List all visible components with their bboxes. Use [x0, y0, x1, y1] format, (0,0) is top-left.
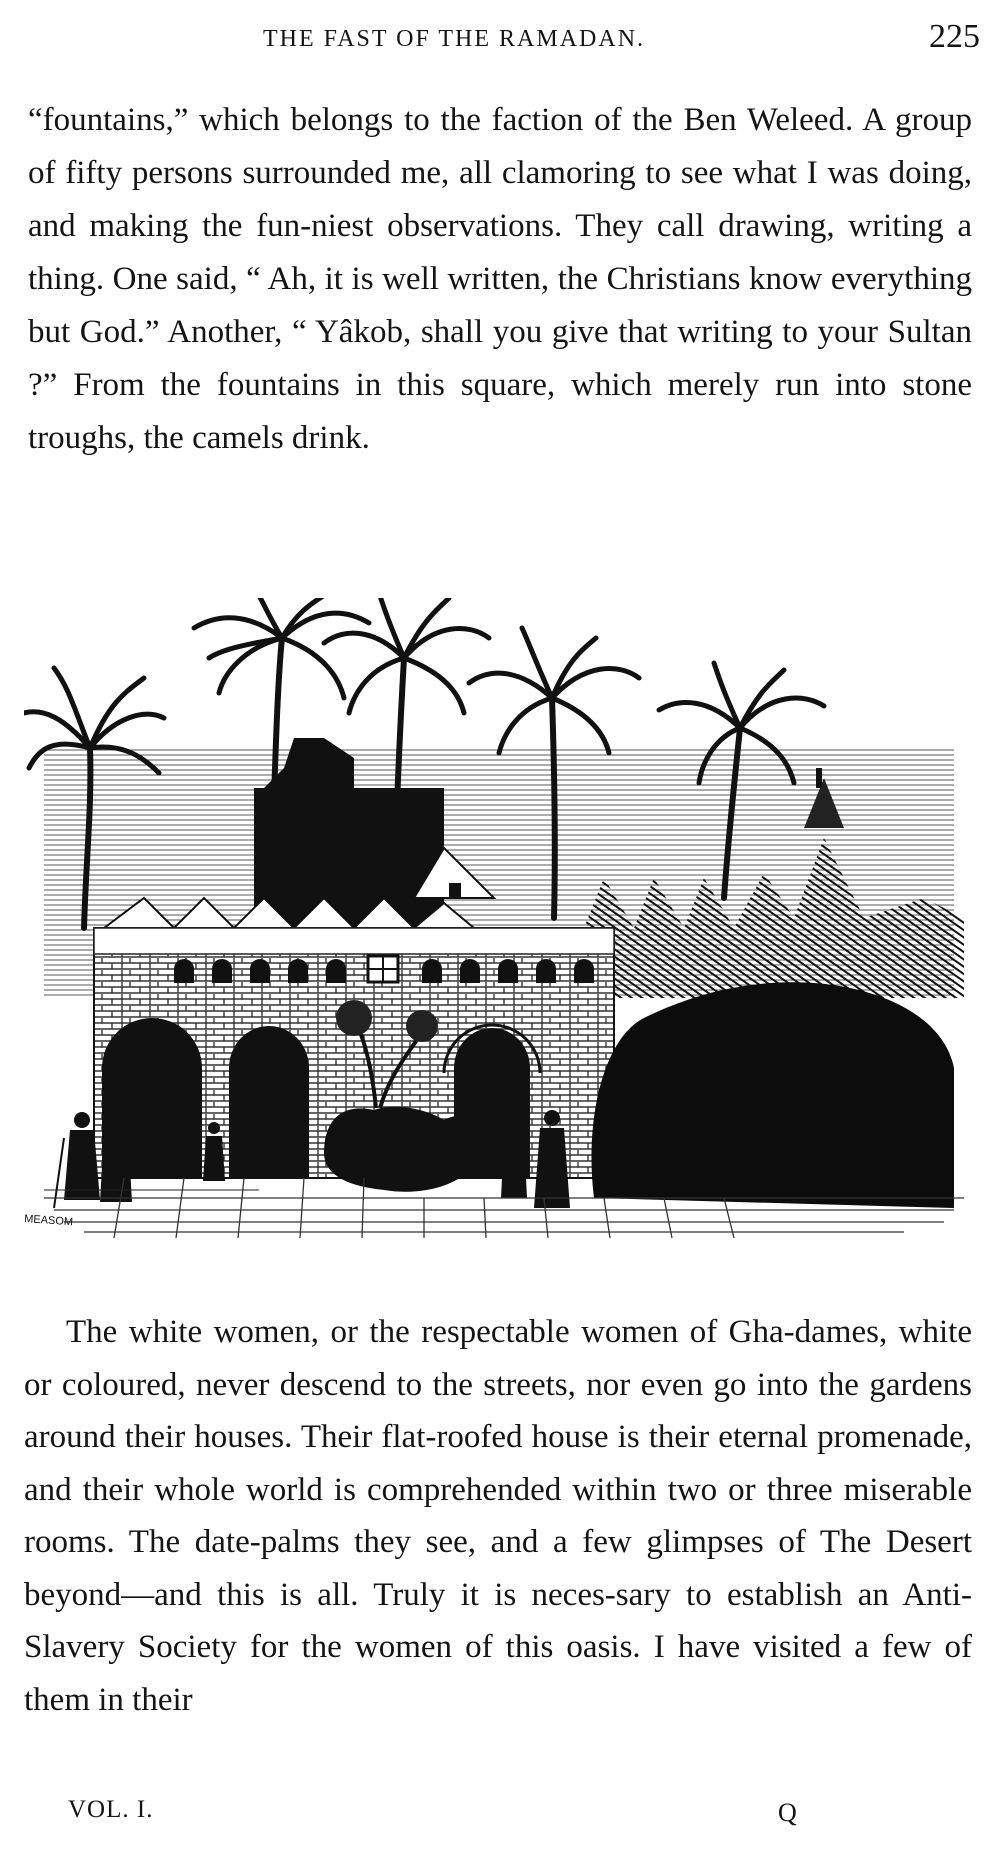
paragraph-white-women: The white women, or the respectable women of Gha-dames, white or coloured, never descend to the streets, nor even go into the gardens around their houses. Their flat-roofed house is their eternal promenade, and their whole world is comprehended within two or three miserable rooms. The date-palms they see, and a few glimpses of The Desert beyond—and this is all. Truly it is neces-sary to establish an Anti-Slavery Society for the women of this oasis. I have visited a few of them in their — [24, 1314, 972, 1718]
engraver-signature: MEASOM — [24, 1213, 74, 1229]
paragraph-fountains: “fountains,” which belongs to the faction of the Ben Weleed. A group of fifty persons surrounded me, all clamoring to see what I was doing, and making the fun-niest observations. They call drawing, writing a thing. One said, “ Ah, it is well written, the Christians know everything but God.” Another, “ Yâkob, shall you give that writing to your Sultan ?” From the fountains in this square, which merely run into stone troughs, the camels drink. — [28, 102, 972, 456]
signature-mark: Q — [778, 1798, 797, 1827]
volume-footer: VOL. I. — [68, 1796, 154, 1823]
page-number: 225 — [929, 18, 980, 55]
page-header — [28, 18, 980, 64]
oasis-square-engraving — [24, 598, 978, 1240]
running-title: THE FAST OF THE RAMADAN. — [263, 26, 646, 52]
